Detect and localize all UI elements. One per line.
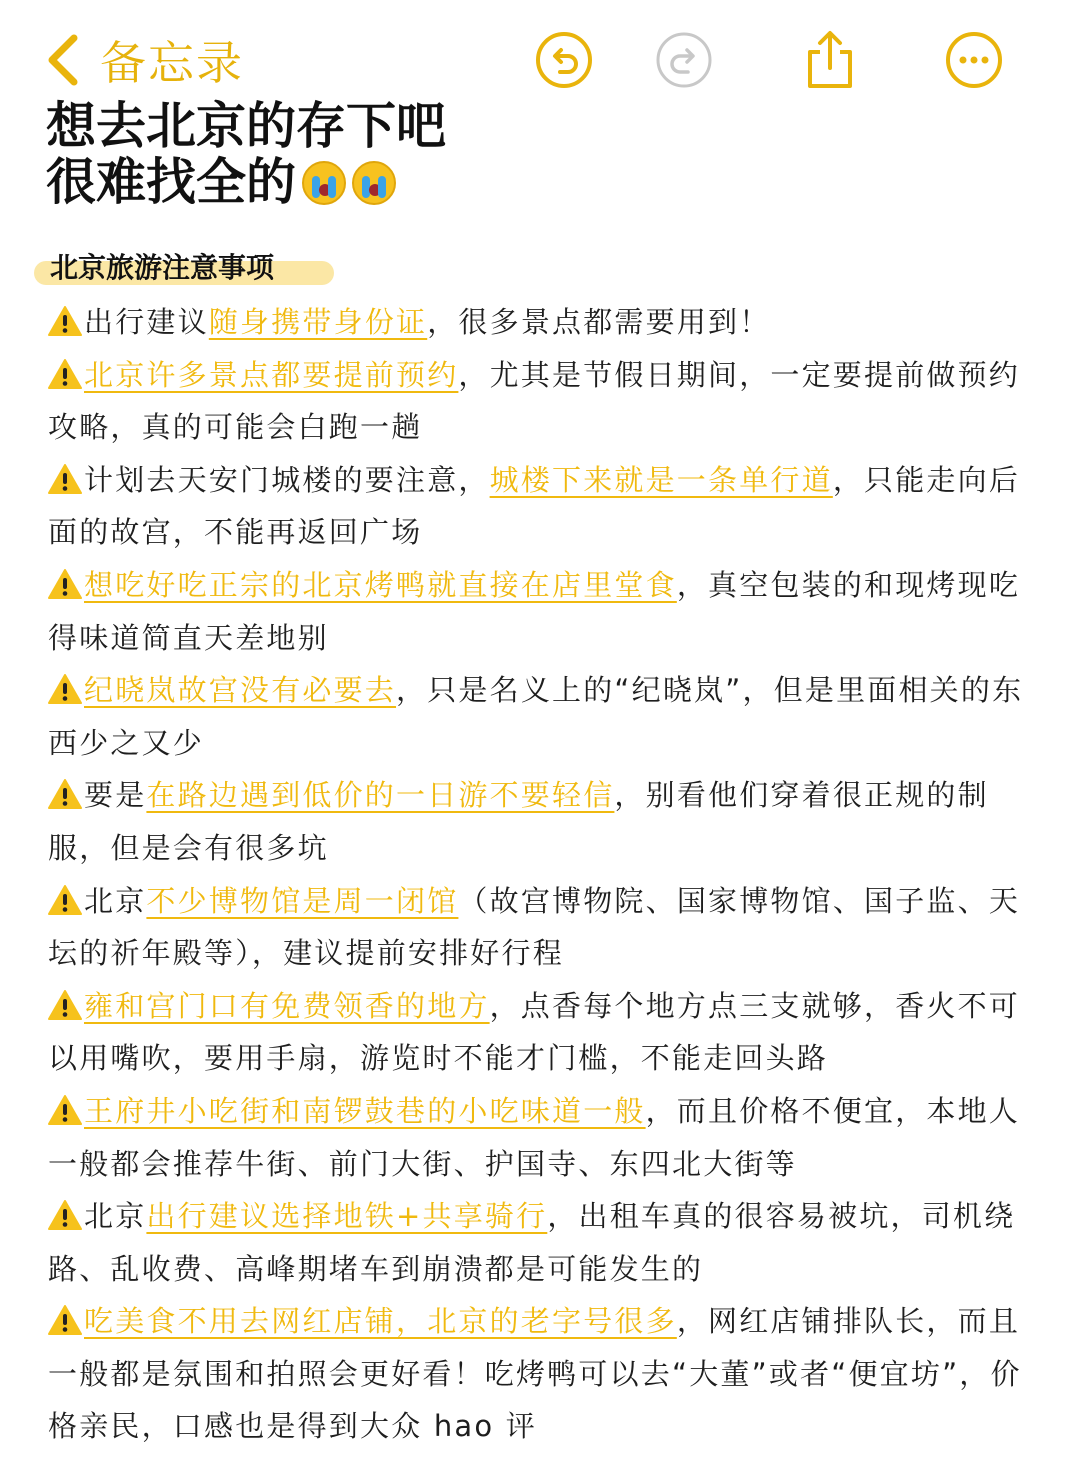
more-button[interactable]: [944, 30, 1004, 90]
share-icon: [800, 30, 860, 90]
title-line-1: 想去北京的存下吧: [46, 97, 446, 155]
item-highlight: 北京许多景点都要提前预约: [84, 357, 459, 392]
warning-icon: [48, 1094, 82, 1126]
list-item: [48, 559, 1038, 664]
warning-icon: [48, 1304, 82, 1336]
back-button[interactable]: [44, 28, 244, 92]
warning-icon: [48, 305, 82, 337]
warning-icon: [48, 568, 82, 600]
title-line-2: [46, 154, 446, 210]
item-text: ，出租车真的很容易被坑，司机绕路、乱收费、高峰期堵车到崩溃都是可能发生的: [48, 1199, 1016, 1286]
item-highlight: 在路边遇到低价的一日游不要轻信: [146, 778, 615, 813]
item-text: 出行建议: [84, 305, 209, 339]
item-text: ，点香每个地方点三支就够，香火不可以用嘴吹，要用手扇，游览时不能才门槛，不能走回头路: [48, 988, 1021, 1076]
share-button[interactable]: [800, 30, 860, 90]
list-item: [48, 454, 1038, 559]
item-text: 要是: [84, 778, 147, 813]
item-text: ，网红店铺排队长，而且一般都是氛围和拍照会更好看！吃烤鸭可以去“大董”或者“便宜坊”，价格亲民，口感也是得到大众 hao 评: [48, 1304, 1022, 1444]
redo-button[interactable]: [654, 30, 714, 90]
item-text: 北京: [84, 883, 147, 918]
item-text: ，真空包装的和现烤现吃得味道简直天差地别: [48, 567, 1021, 655]
item-highlight: 出行建议选择地铁+共享骑行: [146, 1199, 548, 1234]
item-highlight: 随身携带身份证: [208, 305, 428, 339]
list-item: [48, 769, 1038, 874]
section-title: 北京旅游注意事项: [50, 251, 275, 284]
warning-icon: [48, 673, 82, 705]
list-item: [48, 1085, 1038, 1190]
chevron-left-icon: [44, 32, 84, 88]
list-item: [48, 1190, 1038, 1295]
back-label: 备忘录: [100, 36, 244, 90]
item-highlight: 纪晓岚故宫没有必要去: [84, 673, 397, 708]
section-heading: [34, 247, 334, 289]
title-line-2-text: 很难找全的: [46, 153, 296, 211]
list-item: [48, 349, 1038, 454]
list-item: [48, 664, 1038, 769]
warning-icon: [48, 989, 82, 1021]
item-text: ，尤其是节假日期间，一定要提前做预约攻略，真的可能会白跑一趟: [48, 357, 1021, 445]
item-text: 北京: [84, 1199, 147, 1234]
warning-icon: [48, 884, 82, 916]
warning-icon: [48, 358, 82, 390]
undo-icon: [534, 30, 594, 90]
item-highlight: 吃美食不用去网红店铺，北京的老字号很多: [84, 1304, 677, 1339]
redo-icon: [654, 30, 714, 90]
note-body[interactable]: [48, 296, 1038, 1453]
undo-button[interactable]: [534, 30, 594, 90]
crying-face-icon: [302, 161, 346, 205]
crying-face-icon: [352, 161, 396, 205]
warning-icon: [48, 463, 82, 495]
item-highlight: 雍和宫门口有免费领香的地方: [84, 988, 490, 1023]
item-highlight: 想吃好吃正宗的北京烤鸭就直接在店里堂食: [84, 567, 677, 602]
more-icon: [944, 30, 1004, 90]
note-title[interactable]: [46, 98, 446, 210]
warning-icon: [48, 778, 82, 810]
item-highlight: 城楼下来就是一条单行道: [489, 462, 833, 497]
item-highlight: 不少博物馆是周一闭馆: [146, 883, 459, 918]
item-text: ，而且价格不便宜，本地人一般都会推荐牛街、前门大街、护国寺、东四北大街等: [48, 1093, 1021, 1181]
list-item: [48, 1295, 1038, 1453]
list-item: [48, 296, 1038, 349]
item-text: （故宫博物院、国家博物馆、国子监、天坛的祈年殿等），建议提前安排好行程: [48, 883, 1021, 971]
list-item: [48, 980, 1038, 1085]
item-text: ，只能走向后面的故宫，不能再返回广场: [48, 462, 1021, 550]
item-text: ，只是名义上的“纪晓岚”，但是里面相关的东西少之又少: [48, 673, 1024, 760]
item-text: 计划去天安门城楼的要注意，: [84, 462, 490, 497]
item-text: ，很多景点都需要用到！: [427, 305, 771, 339]
item-highlight: 王府井小吃街和南锣鼓巷的小吃味道一般: [84, 1093, 646, 1128]
list-item: [48, 875, 1038, 980]
item-text: ，别看他们穿着很正规的制服，但是会有很多坑: [48, 778, 989, 865]
warning-icon: [48, 1199, 82, 1231]
